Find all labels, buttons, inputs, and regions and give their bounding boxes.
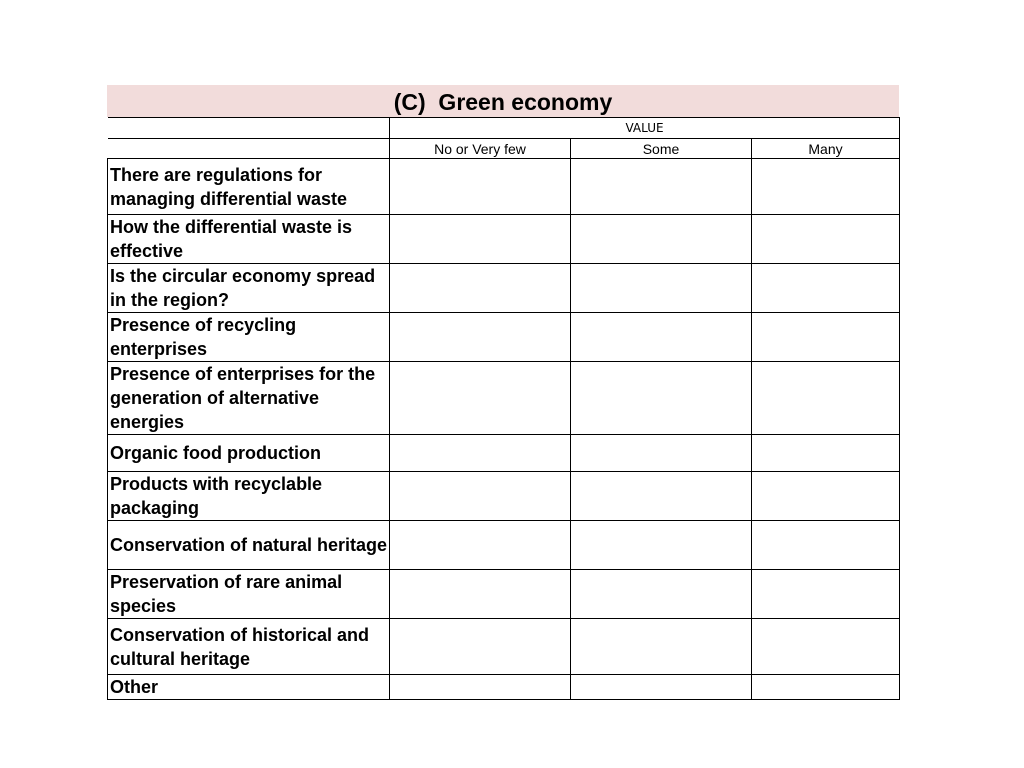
answer-cell-no-or-very-few[interactable]	[390, 313, 571, 362]
value-header: VALUE	[390, 118, 900, 139]
answer-cell-no-or-very-few[interactable]	[390, 435, 571, 472]
answer-cell-many[interactable]	[752, 435, 900, 472]
column-header-row	[108, 139, 900, 159]
answer-cell-some[interactable]	[571, 435, 752, 472]
answer-cell-no-or-very-few[interactable]	[390, 159, 571, 215]
row-label: Presence of recycling enterprises	[108, 313, 390, 362]
row-label: Products with recyclable packaging	[108, 472, 390, 521]
blank-corner-cell	[108, 118, 390, 139]
table-row	[108, 264, 900, 313]
answer-cell-some[interactable]	[571, 521, 752, 570]
row-label: Preservation of rare animal species	[108, 570, 390, 619]
value-header-row	[108, 118, 900, 139]
answer-cell-some[interactable]	[571, 362, 752, 435]
answer-cell-many[interactable]	[752, 472, 900, 521]
row-label: Other	[108, 675, 390, 700]
answer-cell-no-or-very-few[interactable]	[390, 472, 571, 521]
row-label: Organic food production	[108, 435, 390, 472]
row-label: How the differential waste is effective	[108, 215, 390, 264]
answer-cell-some[interactable]	[571, 570, 752, 619]
column-header-some: Some	[571, 139, 752, 159]
answer-cell-some[interactable]	[571, 159, 752, 215]
row-label: Is the circular economy spread in the region?	[108, 264, 390, 313]
row-label: There are regulations for managing differential waste	[108, 159, 390, 215]
answer-cell-no-or-very-few[interactable]	[390, 675, 571, 700]
answer-cell-some[interactable]	[571, 215, 752, 264]
answer-cell-no-or-very-few[interactable]	[390, 619, 571, 675]
table-row	[108, 570, 900, 619]
answer-cell-many[interactable]	[752, 521, 900, 570]
answer-cell-no-or-very-few[interactable]	[390, 521, 571, 570]
table-row	[108, 362, 900, 435]
answer-cell-some[interactable]	[571, 472, 752, 521]
column-header-no-or-very-few: No or Very few	[390, 139, 571, 159]
table-row	[108, 435, 900, 472]
blank-label-header-cell	[108, 139, 390, 159]
answer-cell-some[interactable]	[571, 264, 752, 313]
answer-cell-many[interactable]	[752, 675, 900, 700]
row-label: Conservation of historical and cultural heritage	[108, 619, 390, 675]
answer-cell-many[interactable]	[752, 215, 900, 264]
answer-cell-many[interactable]	[752, 159, 900, 215]
answer-cell-many[interactable]	[752, 570, 900, 619]
answer-cell-many[interactable]	[752, 264, 900, 313]
answer-cell-no-or-very-few[interactable]	[390, 570, 571, 619]
section-title: (C) Green economy	[107, 85, 899, 117]
table-row	[108, 313, 900, 362]
table-row	[108, 472, 900, 521]
answer-cell-many[interactable]	[752, 619, 900, 675]
answer-cell-many[interactable]	[752, 362, 900, 435]
table-row	[108, 619, 900, 675]
answer-cell-no-or-very-few[interactable]	[390, 362, 571, 435]
answer-cell-many[interactable]	[752, 313, 900, 362]
table-row	[108, 675, 900, 700]
answer-cell-some[interactable]	[571, 619, 752, 675]
assessment-table	[107, 117, 900, 700]
table-row	[108, 521, 900, 570]
answer-cell-some[interactable]	[571, 675, 752, 700]
answer-cell-no-or-very-few[interactable]	[390, 215, 571, 264]
table-row	[108, 159, 900, 215]
table-row	[108, 215, 900, 264]
answer-cell-no-or-very-few[interactable]	[390, 264, 571, 313]
row-label: Conservation of natural heritage	[108, 521, 390, 570]
row-label: Presence of enterprises for the generation of alternative energies	[108, 362, 390, 435]
answer-cell-some[interactable]	[571, 313, 752, 362]
column-header-many: Many	[752, 139, 900, 159]
green-economy-sheet	[107, 85, 899, 700]
